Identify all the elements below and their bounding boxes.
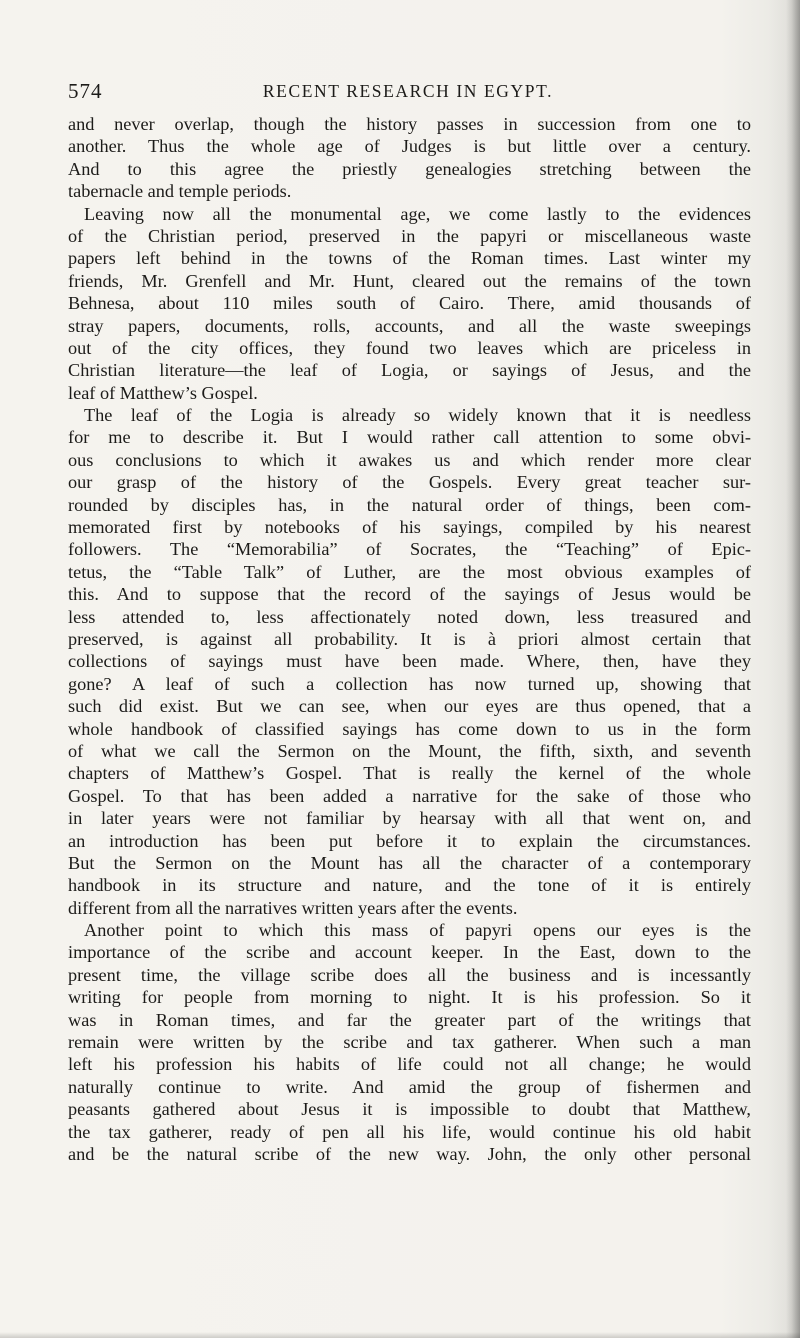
text-line: of what we call the Sermon on the Mount, the fifth, sixth, and seventh (68, 740, 751, 761)
text-line: left his profession his habits of life could not all change; he would (68, 1054, 751, 1075)
text-line: whole handbook of classified sayings has come down to us in the form (68, 718, 751, 739)
text-line: another. Thus the whole age of Judges is but little over a century. (68, 136, 751, 157)
text-line: But the Sermon on the Mount has all the character of a contemporary (68, 852, 751, 873)
text-line: an introduction has been put before it to explain the circumstances. (68, 830, 751, 851)
body-text (68, 113, 751, 1165)
text-line: gone? A leaf of such a collection has now turned up, showing that (68, 673, 751, 694)
text-line: handbook in its structure and nature, and the tone of it is entirely (68, 875, 751, 896)
text-line: papers left behind in the towns of the Roman times. Last winter my (68, 248, 751, 269)
text-line: different from all the narratives written years after the events. (68, 897, 518, 918)
text-line: less attended to, less affectionately noted down, less treasured and (68, 606, 751, 627)
page-number: 574 (68, 79, 103, 103)
text-line: Behnesa, about 110 miles south of Cairo. There, amid thousands of (68, 293, 751, 314)
text-line: stray papers, documents, rolls, accounts, and all the waste sweepings (68, 315, 751, 336)
running-title: RECENT RESEARCH IN EGYPT. (262, 81, 554, 101)
text-line: Christian literature—the leaf of Logia, or sayings of Jesus, and the (68, 360, 751, 381)
text-line: peasants gathered about Jesus it is impossible to doubt that Matthew, (68, 1099, 751, 1120)
running-head (68, 79, 748, 105)
text-line: tabernacle and temple periods. (68, 181, 292, 202)
text-line: this. And to suppose that the record of the sayings of Jesus would be (68, 584, 751, 605)
text-line: importance of the scribe and account keeper. In the East, down to the (68, 942, 751, 963)
text-line: preserved, is against all probability. It is à priori almost certain that (68, 628, 751, 649)
text-line: out of the city offices, they found two leaves which are priceless in (68, 337, 751, 358)
text-line: for me to describe it. But I would rather call attention to some obvi- (68, 427, 751, 448)
text-line: tetus, the “Table Talk” of Luther, are the most obvious examples of (68, 561, 751, 582)
text-line: chapters of Matthew’s Gospel. That is really the kernel of the whole (68, 763, 751, 784)
text-line: our grasp of the history of the Gospels. Every great teacher sur- (68, 472, 751, 493)
page-gutter-shadow (786, 0, 800, 1338)
text-line: and never overlap, though the history passes in succession from one to (68, 114, 751, 134)
text-line: of the Christian period, preserved in the papyri or miscellaneous waste (68, 225, 751, 246)
text-line: writing for people from morning to night. It is his profession. So it (68, 987, 751, 1008)
text-line: present time, the village scribe does all the business and is incessantly (68, 964, 751, 985)
text-line: leaf of Matthew’s Gospel. (68, 382, 258, 403)
text-line: naturally continue to write. And amid the group of fishermen and (68, 1076, 751, 1097)
text-line: ous conclusions to which it awakes us and which render more clear (68, 449, 751, 470)
text-line: collections of sayings must have been made. Where, then, have they (68, 651, 751, 672)
page-bottom-shadow (0, 1332, 800, 1338)
text-line: Gospel. To that has been added a narrative for the sake of those who (68, 785, 751, 806)
text-line: was in Roman times, and far the greater part of the writings that (68, 1009, 751, 1030)
text-line: The leaf of the Logia is already so widely known that it is needless (84, 405, 751, 426)
text-line: friends, Mr. Grenfell and Mr. Hunt, cleared out the remains of the town (68, 270, 751, 291)
text-line: and be the natural scribe of the new way. John, the only other personal (68, 1143, 751, 1164)
text-line: memorated first by notebooks of his sayings, compiled by his nearest (68, 517, 751, 538)
text-line: followers. The “Memorabilia” of Socrates, the “Teaching” of Epic- (68, 539, 751, 560)
text-line: in later years were not familiar by hearsay with all that went on, and (68, 808, 751, 829)
text-line: And to this agree the priestly genealogies stretching between the (68, 158, 751, 179)
text-line: the tax gatherer, ready of pen all his life, would continue his old habit (68, 1121, 751, 1142)
text-line: remain were written by the scribe and tax gatherer. When such a man (68, 1032, 751, 1053)
text-line: rounded by disciples has, in the natural order of things, been com- (68, 494, 751, 515)
text-line: such did exist. But we can see, when our eyes are thus opened, that a (68, 696, 751, 717)
text-line: Leaving now all the monumental age, we come lastly to the evidences (84, 203, 751, 224)
text-line: Another point to which this mass of papyri opens our eyes is the (84, 920, 751, 941)
